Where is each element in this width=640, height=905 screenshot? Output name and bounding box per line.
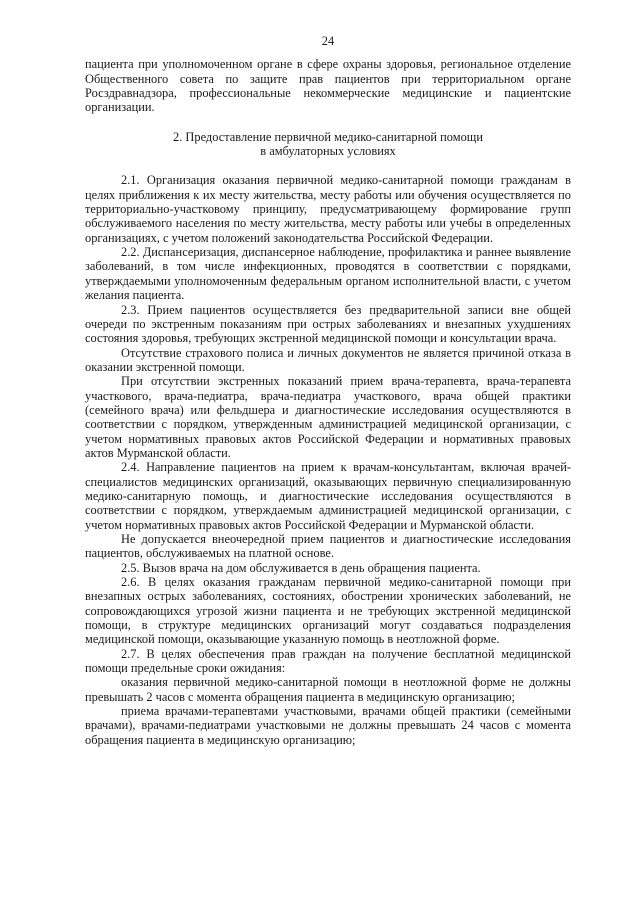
intro-paragraph: пациента при уполномоченном органе в сфере охраны здоровья, региональное отделение Общественного совета по защите прав пациентов при территориальном органе Росздравнадзора, профессиональные некоммерческие медицинские и пациентские организации. [85,57,571,115]
page-number: 24 [321,34,335,48]
paragraph-2-5: 2.5. Вызов врача на дом обслуживается в день обращения пациента. [121,560,481,575]
paragraph-no-insurance: Отсутствие страхового полиса и личных документов не является причиной отказа в оказании экстренной помощи. [85,345,571,374]
paragraph-2-4: 2.4. Направление пациентов на прием к врачам-консультантам, включая врачей-специалистов медицинских организаций, оказывающих первичную специализированную медико-санитарную помощь, и диагностические исследования осуществляются в соответствии с порядком, утверждаемым администрацией медицинской организации, с учетом нормативных правовых актов Российской Федерации и Мурманской области. [85,460,571,532]
section-heading [85,130,571,159]
paragraph-non-emergency: При отсутствии экстренных показаний прием врача-терапевта, врача-терапевта участкового, врача-педиатра, врача-педиатра участкового, врача общей практики (семейного врача) или фельдшера и диагностические исследования осуществляются в соответствии с порядком, утвержденным администрацией медицинской организации, с учетом нормативных правовых актов Российской Федерации и нормативных правовых актов Мурманской области. [85,374,571,460]
paragraph-2-1: 2.1. Организация оказания первичной медико-санитарной помощи гражданам в целях приближения к их месту жительства, месту работы или обучения осуществляется по территориально-участковому принципу, предусматривающему формирование групп обслуживаемого населения по месту жительства, месту работы или учебы в определенных организациях, с учетом положений законодательства Российской Федерации. [85,173,571,245]
section-heading-line-1: 2. Предоставление первичной медико-санитарной помощи [173,129,483,144]
paragraph-paid-basis: Не допускается внеочередной прием пациентов и диагностические исследования пациентов, обслуживаемых на платной основе. [85,532,571,561]
paragraph-2-6: 2.6. В целях оказания гражданам первичной медико-санитарной помощи при внезапных острых заболеваниях, состояниях, обострении хронических заболеваний, не сопровождающихся угрозой жизни пациента и не требующих экстренной медицинской помощи, в структуре медицинских организаций могут создаваться подразделения медицинской помощи, оказывающие указанную помощь в неотложной форме. [85,575,571,647]
paragraph-2-3: 2.3. Прием пациентов осуществляется без предварительной записи вне общей очереди по экстренным показаниям при острых заболеваниях и внезапных ухудшениях состояния здоровья, требующих экстренной медицинской помощи и консультации врача. [85,302,571,346]
paragraph-urgent-care-wait: оказания первичной медико-санитарной помощи в неотложной форме не должны превышать 2 часов с момента обращения пациента в медицинскую организацию; [85,675,571,704]
paragraph-2-7: 2.7. В целях обеспечения прав граждан на получение бесплатной медицинской помощи предельные сроки ожидания: [85,646,571,676]
paragraph-district-doctor-wait: приема врачами-терапевтами участковыми, врачами общей практики (семейными врачами), врачами-педиатрами участковыми не должны превышать 24 часов с момента обращения пациента в медицинскую организацию; [85,704,571,747]
paragraph-2-2: 2.2. Диспансеризация, диспансерное наблюдение, профилактика и раннее выявление заболеваний, в том числе инфекционных, проводятся в соответствии с порядками, утверждаемыми уполномоченным федеральным органом исполнительной власти, с учетом желания пациента. [85,245,571,303]
document-page [85,34,571,747]
section-heading-line-2: в амбулаторных условиях [260,144,396,159]
